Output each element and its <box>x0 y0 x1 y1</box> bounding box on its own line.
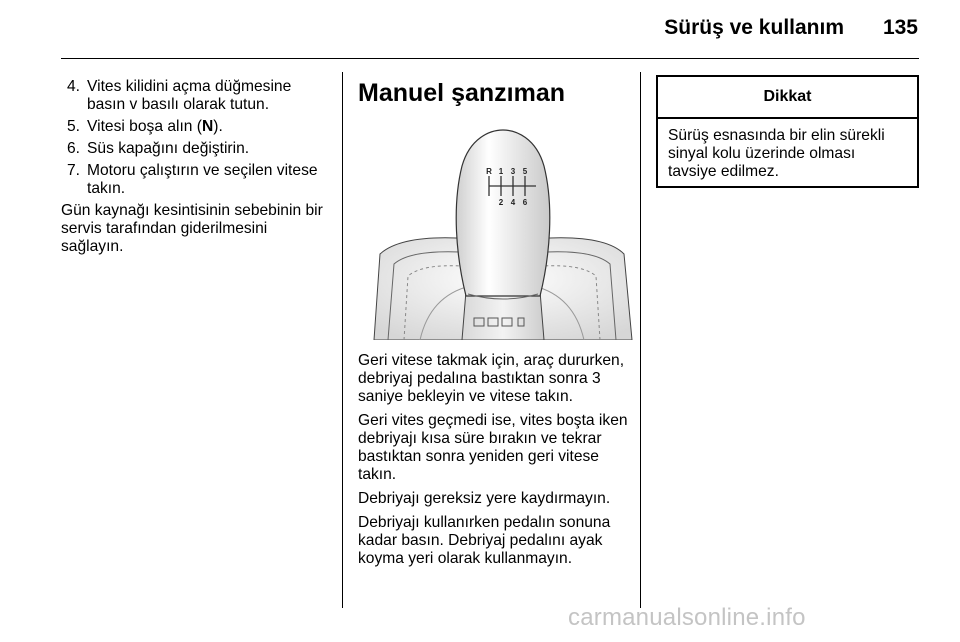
body-paragraph: Debriyajı gereksiz yere kaydırmayın. <box>358 490 611 507</box>
step-number: 7. <box>67 162 81 179</box>
section-title-header: Sürüş ve kullanım <box>664 16 844 39</box>
gear-label-reverse: R <box>486 167 492 176</box>
gear-knob-illustration <box>370 126 634 340</box>
column-2 <box>358 78 628 574</box>
step-text-pre: Vitesi boşa alın ( <box>87 118 202 135</box>
step-text: Motoru çalıştırın ve seçilen vitese takın. <box>87 162 318 197</box>
step-number: 6. <box>67 140 81 157</box>
neutral-gear-symbol: N <box>202 118 214 135</box>
column-1 <box>61 78 331 262</box>
gear-label-4: 4 <box>510 198 516 207</box>
gear-label-5: 5 <box>522 167 528 176</box>
caution-heading: Dikkat <box>658 77 917 119</box>
step-number: 5. <box>67 118 81 135</box>
list-item <box>61 140 331 158</box>
step-text: Süs kapağını değiştirin. <box>87 140 250 157</box>
column-divider-left <box>342 72 343 608</box>
step-text-post: ). <box>213 118 223 135</box>
list-item <box>61 162 331 198</box>
page-number: 135 <box>882 16 918 39</box>
list-item <box>61 118 331 136</box>
gear-label-3: 3 <box>510 167 516 176</box>
header-divider <box>61 58 919 59</box>
body-paragraph: Gün kaynağı kesintisinin sebebinin bir servis tarafından giderilmesini sağlayın. <box>61 202 323 255</box>
list-item <box>61 78 331 114</box>
gear-label-6: 6 <box>522 198 528 207</box>
procedure-steps <box>61 78 331 198</box>
caution-text: Sürüş esnasında bir elin sürekli sinyal kolu üzerinde olması tavsiye edilmez. <box>668 127 885 180</box>
column-3 <box>656 75 919 188</box>
body-paragraph: Geri vites geçmedi ise, vites boşta iken debriyajı kısa süre bırakın ve tekrar bastıktan sonra yeniden geri vitese takın. <box>358 412 628 483</box>
step-text: Vites kilidini açma düğmesine basın v basılı olarak tutun. <box>87 78 292 113</box>
section-heading: Manuel şanzıman <box>358 79 565 107</box>
body-paragraph: Debriyajı kullanırken pedalın sonuna kadar basın. Debriyaj pedalını ayak koyma yeri olarak kullanmayın. <box>358 514 611 567</box>
body-paragraph: Geri vitese takmak için, araç dururken, debriyaj pedalına bastıktan sonra 3 saniye bekleyin ve vitese takın. <box>358 352 625 405</box>
gear-label-2: 2 <box>498 198 504 207</box>
step-number: 4. <box>67 78 81 95</box>
gear-knob-icon <box>370 126 634 340</box>
caution-box <box>656 75 919 188</box>
column-divider-right <box>640 72 641 608</box>
gear-label-1: 1 <box>498 167 504 176</box>
watermark: carmanualsonline.info <box>568 604 806 631</box>
